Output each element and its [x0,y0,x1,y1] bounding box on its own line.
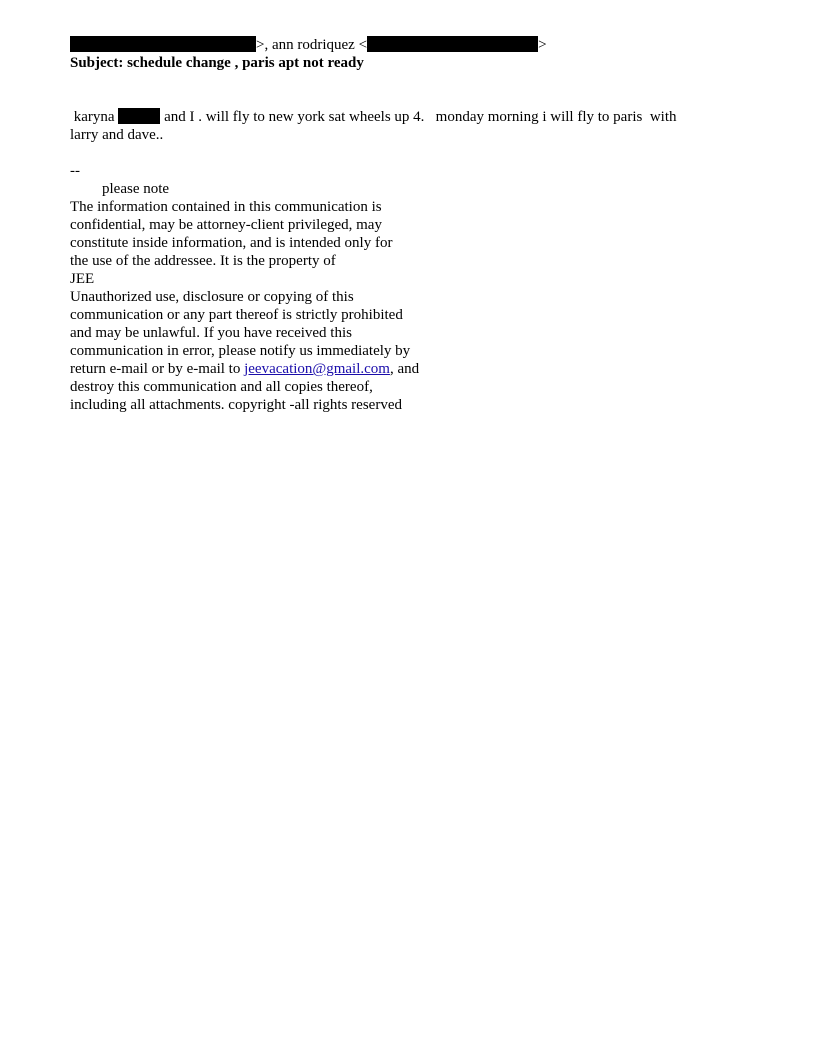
please-note-label: please note [102,181,170,197]
disclaimer-line: communication in error, please notify us immediately by [70,343,411,359]
disclaimer-line: communication or any part thereof is strictly prohibited [70,307,403,323]
recipient-close: > [538,37,547,53]
body-text: and I . will fly to new york sat wheels up 4. monday morning i will fly to paris with [160,109,677,125]
body-line-1 [70,108,770,126]
disclaimer-line: destroy this communication and all copies thereof, [70,379,373,395]
disclaimer-line: Unauthorized use, disclosure or copying of this [70,289,354,305]
disclaimer-line: including all attachments. copyright -all rights reserved [70,397,402,413]
redaction-bar [118,108,160,124]
disclaimer-line: constitute inside information, and is intended only for [70,235,393,251]
body-text: karyna [70,109,119,125]
disclaimer-line: confidential, may be attorney-client privileged, may [70,217,382,233]
disclaimer-text: return e-mail or by e-mail to [70,361,245,377]
body-line-2: larry and dave.. [70,127,164,143]
disclaimer-line: JEE [70,271,95,287]
email-document [70,36,770,414]
recipients-line [70,36,770,54]
subject-line: Subject: schedule change , paris apt not ready [70,55,364,71]
disclaimer-line: and may be unlawful. If you have received this [70,325,352,341]
disclaimer-line: the use of the addressee. It is the property of [70,253,336,269]
email-link[interactable]: jeevacation@gmail.com [244,361,390,377]
redaction-bar [367,36,538,52]
recipient-name: >, ann rodriquez < [256,37,368,53]
disclaimer-email-line [70,360,770,378]
redaction-bar [70,36,256,52]
disclaimer-line: The information contained in this communication is [70,199,382,215]
signature-separator: -- [70,163,80,179]
disclaimer-text: , and [389,361,420,377]
